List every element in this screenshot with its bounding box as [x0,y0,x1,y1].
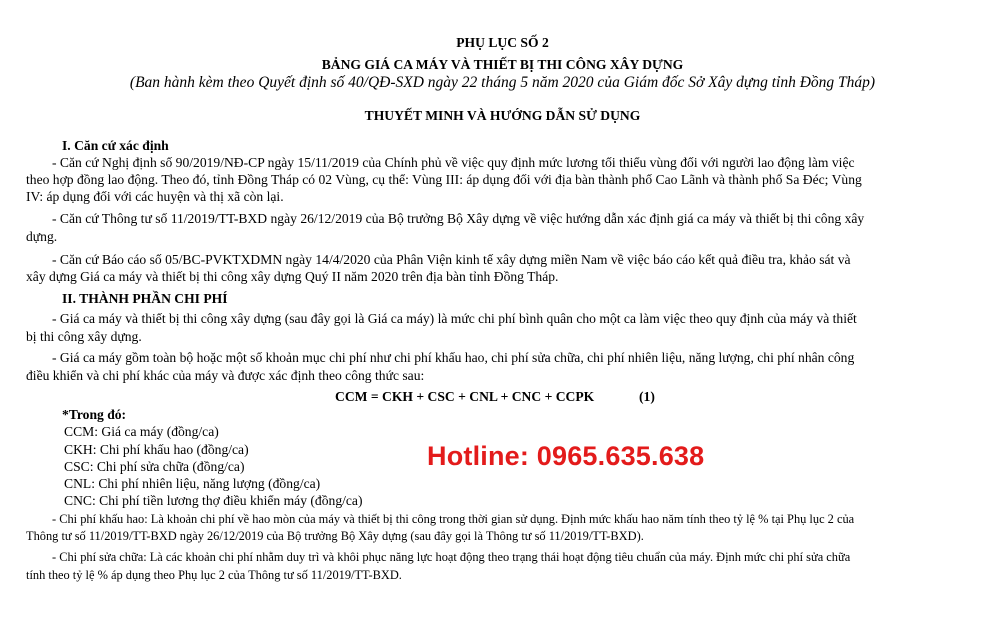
definition-item: CNC: Chi phí tiền lương thợ điều khiển máy (đồng/ca) [64,493,363,508]
paragraph-line: - Căn cứ Thông tư số 11/2019/TT-BXD ngày 26/12/2019 của Bộ trưởng Bộ Xây dựng về việc hướng dẫn xác định giá ca máy và thiết bị thi công xây [52,211,865,226]
paragraph-line: theo hợp đồng lao động. Theo đó, tỉnh Đồng Tháp có 02 Vùng, cụ thể: Vùng III: áp dụng đối với địa bàn thành phố Cao Lãnh và thành phố Sa Đéc; Vùng [26,172,862,187]
paragraph-line: tính theo tỷ lệ % áp dụng theo Phụ lục 2 của Thông tư số 11/2019/TT-BXD. [26,568,402,582]
paragraph-line: - Chi phí khấu hao: Là khoản chi phí về hao mòn của máy và thiết bị thi công trong thời gian sử dụng. Định mức khấu hao năm tính theo tỷ lệ % tại Phụ lục 2 của [52,512,855,526]
paragraph-line: - Căn cứ Báo cáo số 05/BC-PVKTXDMN ngày 14/4/2020 của Phân Viện kinh tế xây dựng miền Nam về việc báo cáo kết quả điều tra, khảo sát và [52,252,851,267]
paragraph-line: bị thi công xây dựng. [26,329,142,344]
paragraph-line: - Chi phí sửa chữa: Là các khoản chi phí nhằm duy trì và khôi phục năng lực hoạt động theo trạng thái hoạt động tiêu chuẩn của máy. Định mức chi phí sửa chữa [52,550,851,564]
definition-item: CNL: Chi phí nhiên liệu, năng lượng (đồng/ca) [64,476,321,491]
definition-item: CCM: Giá ca máy (đồng/ca) [64,424,219,439]
section-heading: THUYẾT MINH VÀ HƯỚNG DẪN SỬ DỤNG [364,108,641,123]
definition-item: CKH: Chi phí khấu hao (đồng/ca) [64,442,249,457]
document-subtitle: (Ban hành kèm theo Quyết định số 40/QĐ-SXD ngày 22 tháng 5 năm 2020 của Giám đốc Sở Xây dựng tỉnh Đồng Tháp) [129,74,876,91]
where-label: *Trong đó: [62,407,127,422]
document-title: BẢNG GIÁ CA MÁY VÀ THIẾT BỊ THI CÔNG XÂY DỰNG [321,57,684,72]
appendix-label: PHỤ LỤC SỐ 2 [456,35,549,50]
section2-heading: II. THÀNH PHẦN CHI PHÍ [62,291,228,306]
paragraph-line: điều khiển và chi phí khác của máy và được xác định theo công thức sau: [26,368,425,383]
paragraph-line: Thông tư số 11/2019/TT-BXD ngày 26/12/2019 của Bộ trưởng Bộ Xây dựng (sau đây gọi là Thông tư số 11/2019/TT-BXD). [26,529,644,543]
paragraph-line: IV: áp dụng đối với các huyện và thị xã còn lại. [26,189,284,204]
formula-number: (1) [639,389,655,404]
paragraph-line: - Giá ca máy và thiết bị thi công xây dựng (sau đây gọi là Giá ca máy) là mức chi phí bình quân cho một ca làm việc theo quy định của máy và thiết [52,311,857,326]
paragraph-line: - Căn cứ Nghị định số 90/2019/NĐ-CP ngày 15/11/2019 của Chính phủ về việc quy định mức lương tối thiểu vùng đối với người lao động làm việc [52,155,855,170]
paragraph-line: xây dựng Giá ca máy và thiết bị thi công xây dựng Quý II năm 2020 trên địa bàn tỉnh Đồng Tháp. [26,269,559,284]
section1-heading: I. Căn cứ xác định [62,138,169,153]
hotline-watermark: Hotline: 0965.635.638 [427,441,705,471]
paragraph-line: - Giá ca máy gồm toàn bộ hoặc một số khoản mục chi phí như chi phí khấu hao, chi phí sửa chữa, chi phí nhiên liệu, năng lượng, chi phí nhân công [52,350,855,365]
paragraph-line: dựng. [26,229,58,244]
formula-expression: CCM = CKH + CSC + CNL + CNC + CCPK [335,389,595,404]
definition-item: CSC: Chi phí sửa chữa (đồng/ca) [64,459,245,474]
